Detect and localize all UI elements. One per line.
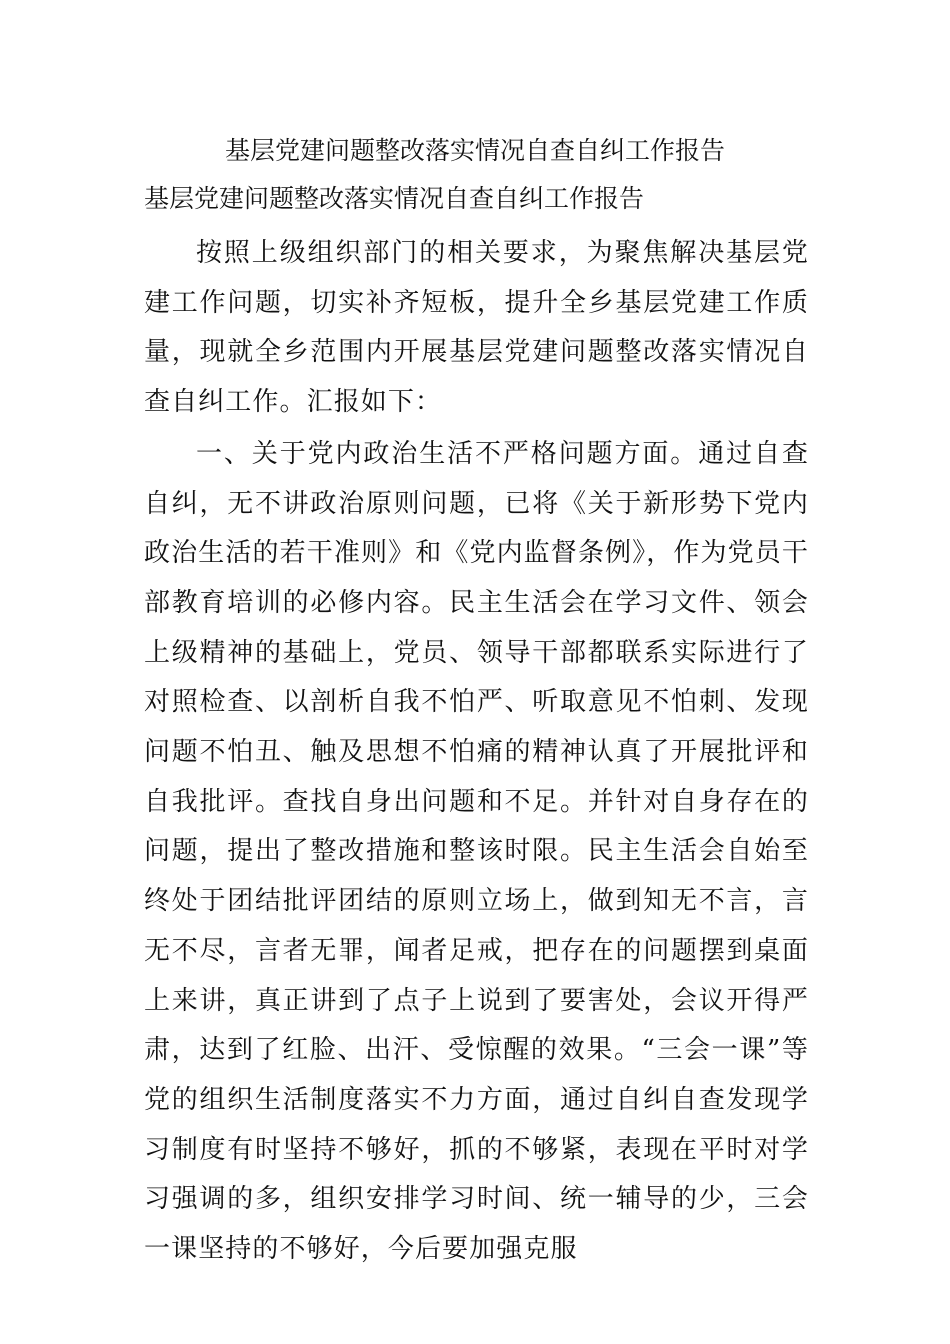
document-subtitle: 基层党建问题整改落实情况自查自纠工作报告 xyxy=(144,184,645,213)
document-title: 基层党建问题整改落实情况自查自纠工作报告 xyxy=(224,136,725,165)
paragraph-section-one: 一、关于党内政治生活不严格问题方面。通过自查自纠，无不讲政治原则问题，已将《关于新形势下党内政治生活的若干准则》和《党内监督条例》，作为党员干部教育培训的必修内容。民主生活会在学习文件、领会上级精神的基础上，党员、领导干部都联系实际进行了对照检查、以剖析自我不怕严、听取意见不怕刺、发现问题不怕丑、触及思想不怕痛的精神认真了开展批评和自我批评。查找自身出问题和不足。并针对自身存在的问题，提出了整改措施和整该时限。民主生活会自始至终处于团结批评团结的原则立场上，做到知无不言，言无不尽，言者无罪，闻者足戒，把存在的问题摆到桌面上来讲，真正讲到了点子上说到了要害处，会议开得严肃，达到了红脸、出汗、受惊醒的效果。“三会一课”等党的组织生活制度落实不力方面，通过自纠自查发现学习制度有时坚持不够好，抓的不够紧，表现在平时对学习强调的多，组织安排学习时间、统一辅导的少，三会一课坚持的不够好，今后要加强克服 xyxy=(144,438,809,1265)
paragraph-intro: 按照上级组织部门的相关要求，为聚焦解决基层党建工作问题，切实补齐短板，提升全乡基层党建工作质量，现就全乡范围内开展基层党建问题整改落实情况自查自纠工作。汇报如下： xyxy=(144,238,809,418)
document-body xyxy=(144,179,809,1275)
